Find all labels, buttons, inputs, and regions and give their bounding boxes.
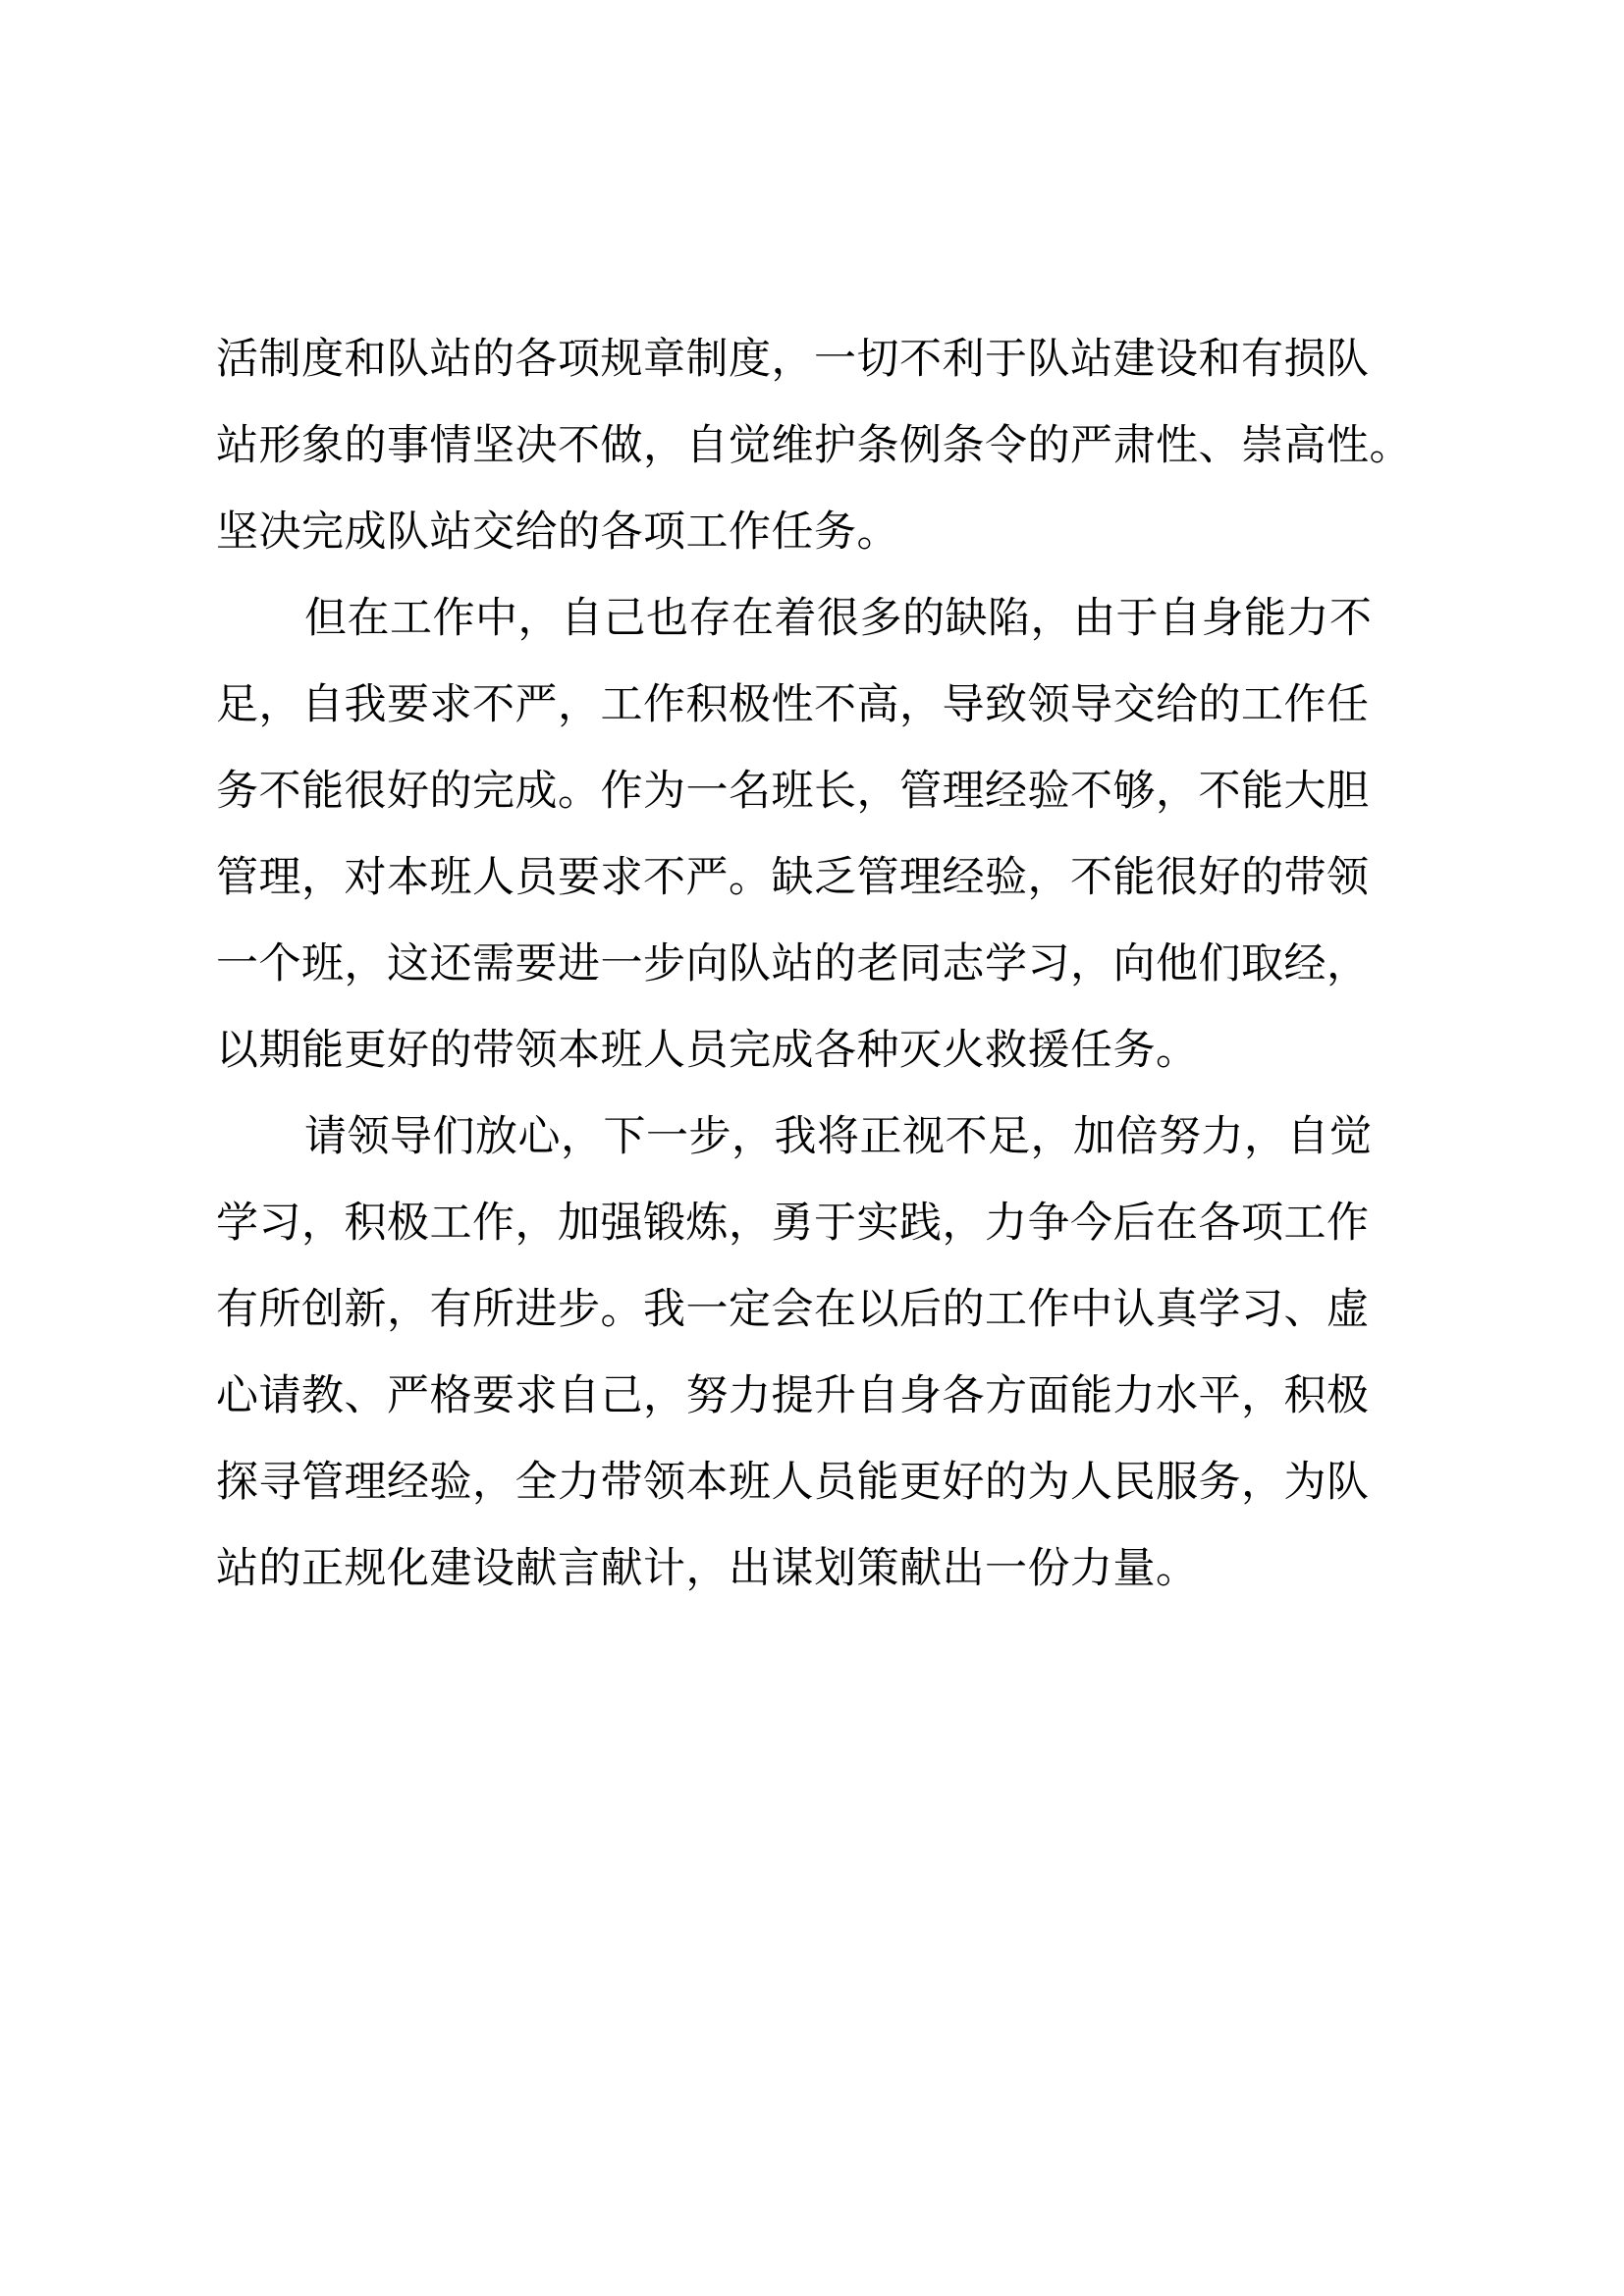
text-line: 足，自我要求不严，工作积极性不高，导致领导交给的工作任 <box>216 680 1370 729</box>
text-line: 以期能更好的带领本班人员完成各种灭火救援任务。 <box>216 1026 1199 1075</box>
paragraph-start-line: 请领导们放心，下一步，我将正视不足，加倍努力，自觉 <box>304 1112 1373 1161</box>
text-line: 站的正规化建设献言献计，出谋划策献出一份力量。 <box>216 1544 1199 1593</box>
text-line: 有所创新，有所进步。我一定会在以后的工作中认真学习、虚 <box>216 1285 1370 1334</box>
text-line: 站形象的事情坚决不做，自觉维护条例条令的严肃性、崇高性。 <box>216 421 1412 470</box>
text-line: 探寻管理经验，全力带领本班人员能更好的为人民服务，为队 <box>216 1458 1370 1507</box>
text-line: 坚决完成队站交给的各项工作任务。 <box>216 507 899 557</box>
paragraph-start-line: 但在工作中，自己也存在着很多的缺陷，由于自身能力不 <box>304 594 1373 643</box>
text-line: 心请教、严格要求自己，努力提升自身各方面能力水平，积极 <box>216 1371 1370 1420</box>
text-line: 学习，积极工作，加强锻炼，勇于实践，力争今后在各项工作 <box>216 1199 1370 1248</box>
text-line: 一个班，这还需要进一步向队站的老同志学习，向他们取经， <box>216 939 1370 988</box>
text-line: 活制度和队站的各项规章制度，一切不利于队站建设和有损队 <box>216 335 1370 384</box>
document-body <box>216 316 1434 1612</box>
text-line: 务不能很好的完成。作为一名班长，管理经验不够，不能大胆 <box>216 767 1370 816</box>
text-line: 管理，对本班人员要求不严。缺乏管理经验，不能很好的带领 <box>216 853 1370 902</box>
